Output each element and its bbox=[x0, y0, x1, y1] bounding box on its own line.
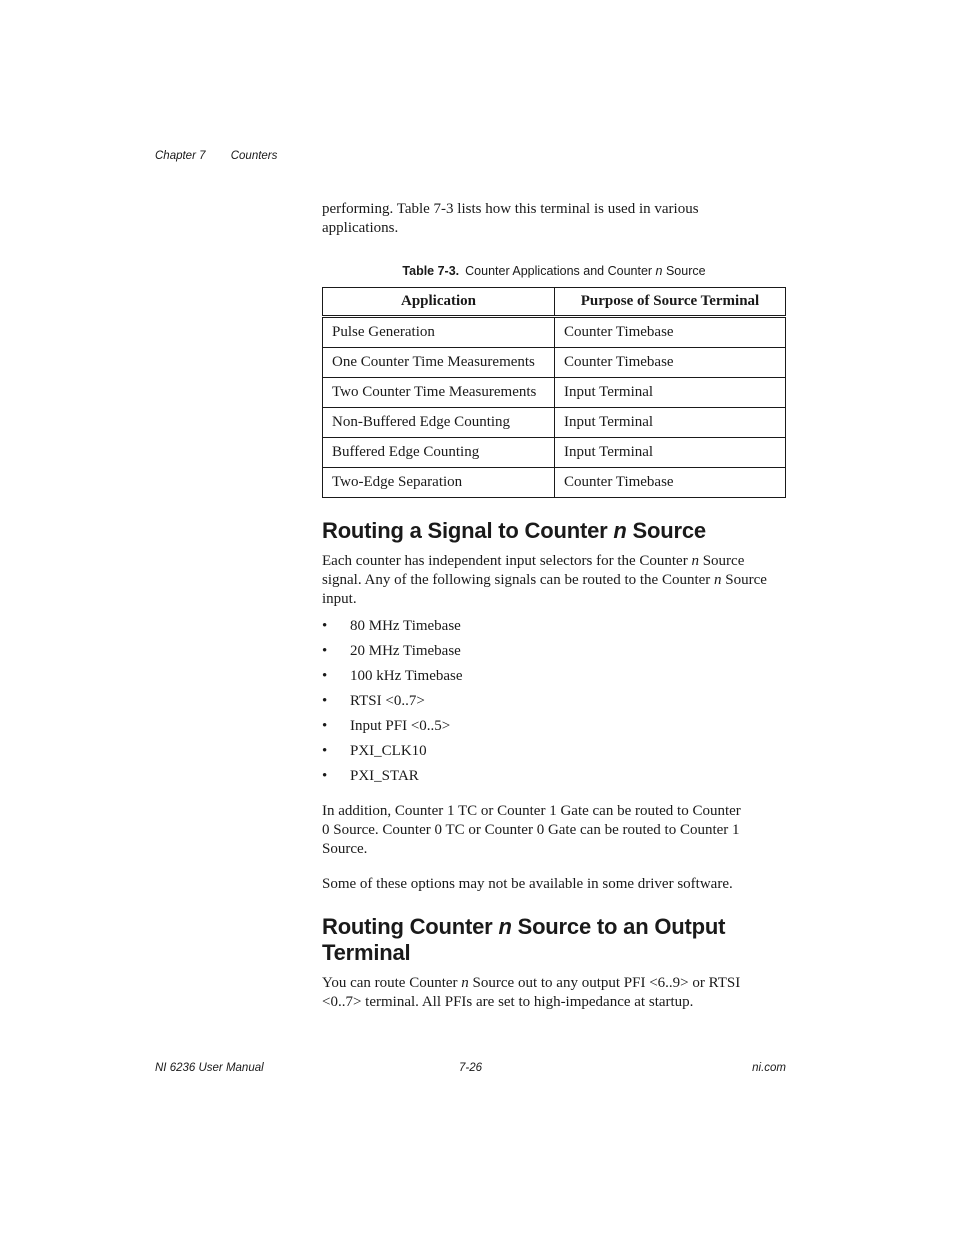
bullet-marker: • bbox=[322, 743, 328, 759]
table-cell: Two Counter Time Measurements bbox=[323, 378, 555, 408]
table-cell: Pulse Generation bbox=[323, 317, 555, 348]
para-italic: n bbox=[714, 572, 722, 588]
heading-text-pre: Routing a Signal to Counter bbox=[322, 518, 614, 543]
list-item-text: PXI_STAR bbox=[350, 768, 419, 784]
para-text: Source out to any output PFI <6..9> or RTSI <0..7> terminal. All PFIs are set to high-impedance at startup. bbox=[322, 975, 741, 1010]
heading-text-pre: Routing Counter bbox=[322, 914, 499, 939]
table-cell: Buffered Edge Counting bbox=[323, 438, 555, 468]
table-cell: Counter Timebase bbox=[555, 317, 786, 348]
footer-manual-title: NI 6236 User Manual bbox=[155, 1062, 264, 1074]
para-italic: n bbox=[691, 553, 699, 569]
applications-table bbox=[322, 287, 786, 498]
bullet-marker: • bbox=[322, 618, 328, 634]
table-cell: Input Terminal bbox=[555, 378, 786, 408]
table-cell: Counter Timebase bbox=[555, 348, 786, 378]
caption-text-italic: n bbox=[655, 264, 663, 278]
heading-text-italic: n bbox=[613, 518, 627, 543]
table-cell: Input Terminal bbox=[555, 408, 786, 438]
footer-page-number: 7-26 bbox=[459, 1062, 483, 1074]
list-item bbox=[322, 692, 786, 711]
footer-website: ni.com bbox=[752, 1062, 786, 1074]
section1-paragraph3: Some of these options may not be available in some driver software. bbox=[322, 876, 733, 892]
column-header-purpose: Purpose of Source Terminal bbox=[555, 288, 786, 317]
section1-paragraph1 bbox=[322, 552, 786, 609]
bullet-marker: • bbox=[322, 693, 328, 709]
list-item-text: 100 kHz Timebase bbox=[350, 668, 463, 684]
heading-text-italic: n bbox=[498, 914, 512, 939]
bullet-marker: • bbox=[322, 718, 328, 734]
caption-text-pre: Counter Applications and Counter bbox=[465, 264, 656, 278]
table-caption-text bbox=[465, 264, 705, 278]
list-item-text: 20 MHz Timebase bbox=[350, 643, 461, 659]
list-item-text: 80 MHz Timebase bbox=[350, 618, 461, 634]
table-cell: Counter Timebase bbox=[555, 468, 786, 498]
chapter-label: Chapter 7 bbox=[155, 150, 206, 162]
section1-paragraph2: In addition, Counter 1 TC or Counter 1 Gate can be routed to Counter 0 Source. Counter 0 TC or Counter 0 Gate can be routed to Counter 1 Source. bbox=[322, 803, 741, 857]
para-italic: n bbox=[461, 975, 469, 991]
list-item bbox=[322, 642, 786, 661]
section-heading-routing-signal bbox=[322, 518, 786, 544]
table-cell: Input Terminal bbox=[555, 438, 786, 468]
table-caption-label: Table 7-3. bbox=[402, 264, 460, 278]
table-row bbox=[323, 378, 786, 408]
table-cell: Non-Buffered Edge Counting bbox=[323, 408, 555, 438]
page-content bbox=[322, 200, 786, 1012]
signal-list bbox=[322, 617, 786, 786]
list-item bbox=[322, 617, 786, 636]
table-row bbox=[323, 438, 786, 468]
intro-paragraph: performing. Table 7-3 lists how this terminal is used in various applications. bbox=[322, 201, 699, 236]
list-item bbox=[322, 667, 786, 686]
para-text: Each counter has independent input selectors for the Counter bbox=[322, 553, 692, 569]
table-cell: One Counter Time Measurements bbox=[323, 348, 555, 378]
table-header-row bbox=[323, 288, 786, 317]
bullet-marker: • bbox=[322, 668, 328, 684]
list-item bbox=[322, 717, 786, 736]
table-row bbox=[323, 317, 786, 348]
section2-paragraph bbox=[322, 974, 752, 1012]
para-text: You can route Counter bbox=[322, 975, 462, 991]
table-caption bbox=[322, 263, 786, 279]
list-item bbox=[322, 742, 786, 761]
table-cell: Two-Edge Separation bbox=[323, 468, 555, 498]
caption-text-post: Source bbox=[662, 264, 706, 278]
para-text: Source signal. Any of the following signals can be routed to the Counter bbox=[322, 553, 745, 588]
running-header bbox=[155, 150, 277, 162]
list-item-text: PXI_CLK10 bbox=[350, 743, 427, 759]
para-text: Source input. bbox=[322, 572, 767, 607]
bullet-marker: • bbox=[322, 768, 328, 784]
table-row bbox=[323, 408, 786, 438]
bullet-marker: • bbox=[322, 643, 328, 659]
list-item-text: Input PFI <0..5> bbox=[350, 718, 451, 734]
section-heading-routing-output bbox=[322, 914, 786, 966]
table-row bbox=[323, 468, 786, 498]
heading-text-post: Source to an Output Terminal bbox=[322, 914, 726, 965]
heading-text-post: Source bbox=[626, 518, 706, 543]
chapter-title: Counters bbox=[230, 150, 278, 162]
list-item bbox=[322, 767, 786, 786]
list-item-text: RTSI <0..7> bbox=[350, 693, 425, 709]
column-header-application: Application bbox=[323, 288, 555, 317]
table-row bbox=[323, 348, 786, 378]
